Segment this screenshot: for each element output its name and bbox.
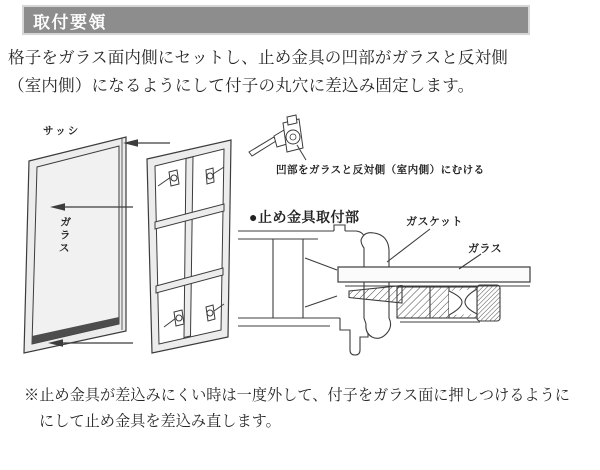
gasket-shape — [361, 233, 391, 339]
clip-end-cap — [477, 285, 500, 321]
sash-window-drawing — [24, 137, 126, 353]
intro-line-2: （室内側）になるようにして付子の丸穴に差込み固定します。 — [8, 77, 475, 95]
gasket-leader — [387, 229, 430, 262]
lattice-member-block — [397, 287, 477, 318]
footnote — [24, 383, 589, 435]
clip-wedge — [349, 286, 402, 304]
clip-pin — [249, 137, 276, 156]
clip-orientation-note: 凹部をガラスと反対側（室内側）にむける — [276, 164, 485, 176]
intro-line-1: 格子をガラス面内側にセットし、止め金具の凹部がガラスと反対側 — [8, 49, 509, 67]
footnote-line-2: にして止め金具を差込み直します。 — [39, 413, 281, 430]
gasket-label: ガスケット — [406, 216, 463, 228]
frame-profile — [238, 225, 368, 355]
detail-glass-label: ガラス — [468, 243, 503, 255]
page-title: 取付要領 — [33, 12, 107, 32]
footnote-line-1: ※止め金具が差込みにくい時は一度外して、付子をガラス面に押しつけるように — [24, 387, 570, 404]
glass-label-vertical: ガラス — [56, 215, 72, 256]
clip-tab — [287, 115, 297, 125]
sash-label: サッシ — [43, 125, 81, 137]
clip-concave-boss — [286, 130, 300, 144]
lattice-drawing — [147, 140, 231, 353]
detail-section-heading: ●止め金具取付部 — [249, 209, 360, 225]
glass-pane — [338, 267, 530, 282]
sash-glass — [32, 146, 119, 344]
clip-3d-icon — [249, 115, 306, 160]
